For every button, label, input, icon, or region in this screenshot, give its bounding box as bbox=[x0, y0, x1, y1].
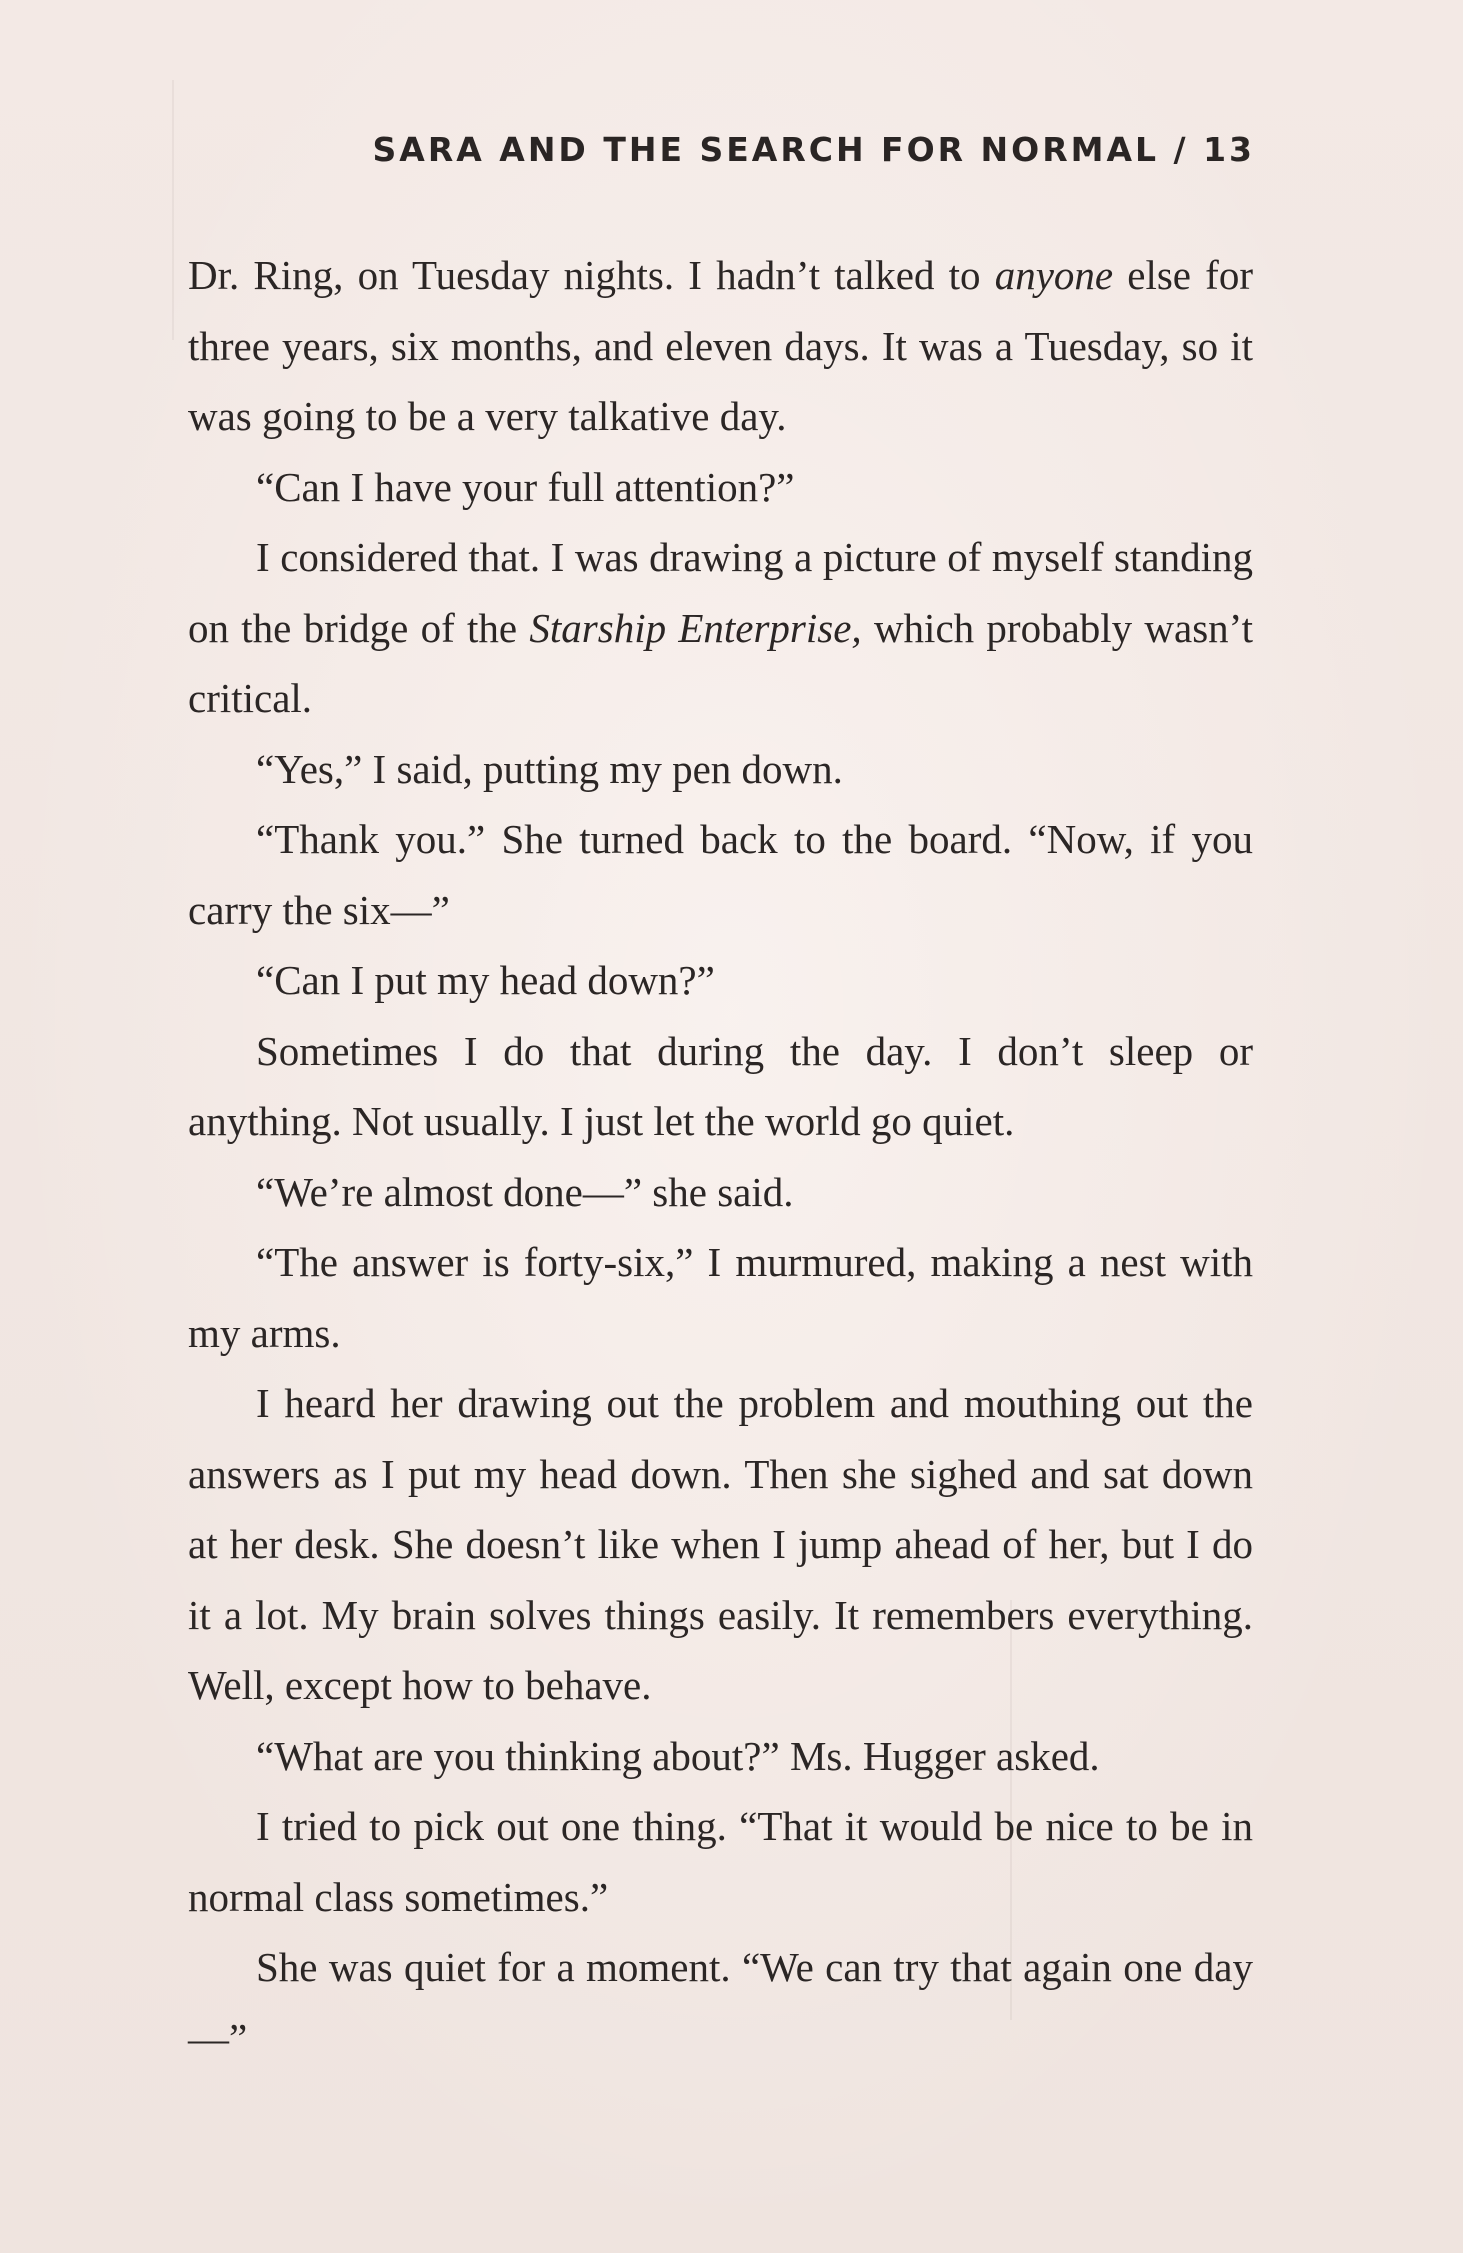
body-text bbox=[188, 240, 1253, 2073]
emphasis: anyone bbox=[994, 252, 1114, 298]
paragraph: She was quiet for a moment. “We can try that again one day—” bbox=[188, 1944, 1253, 2061]
paragraph: “Can I have your full attention?” bbox=[256, 463, 795, 510]
paragraph: “Thank you.” She turned back to the board. “Now, if you carry the six—” bbox=[188, 816, 1253, 933]
paragraph: I heard her drawing out the problem and mouthing out the answers as I put my head down. Then she sighed and sat down at her desk. She doesn’t like when I jump ahead of her, but I do it a lot. My brain solves things easily. It remembers everything. Well, except how to behave. bbox=[188, 1380, 1253, 1708]
paragraph: Dr. Ring, on Tuesday nights. I hadn’t talked to anyone else for three years, six months, and eleven days. It was a Tuesday, so it was going to be a very talkative day. bbox=[188, 252, 1253, 439]
emphasis: Starship Enterprise, bbox=[529, 604, 862, 651]
page-crease bbox=[172, 80, 174, 340]
paragraph: I considered that. I was drawing a picture of myself standing on the bridge of the Starship Enterprise, which probably wasn’t critical. bbox=[188, 534, 1253, 721]
paragraph: “Yes,” I said, putting my pen down. bbox=[256, 745, 843, 792]
paragraph: “We’re almost done—” she said. bbox=[256, 1168, 794, 1215]
paragraph: I tried to pick out one thing. “That it would be nice to be in normal class sometimes.” bbox=[188, 1803, 1253, 1920]
paragraph: “The answer is forty-six,” I murmured, making a nest with my arms. bbox=[188, 1239, 1253, 1356]
paragraph: “Can I put my head down?” bbox=[256, 957, 715, 1003]
paragraph: Sometimes I do that during the day. I don’t sleep or anything. Not usually. I just let the world go quiet. bbox=[188, 1027, 1253, 1144]
running-head: SARA AND THE SEARCH FOR NORMAL / 13 bbox=[372, 130, 1255, 169]
paragraph: “What are you thinking about?” Ms. Hugger asked. bbox=[256, 1732, 1100, 1779]
